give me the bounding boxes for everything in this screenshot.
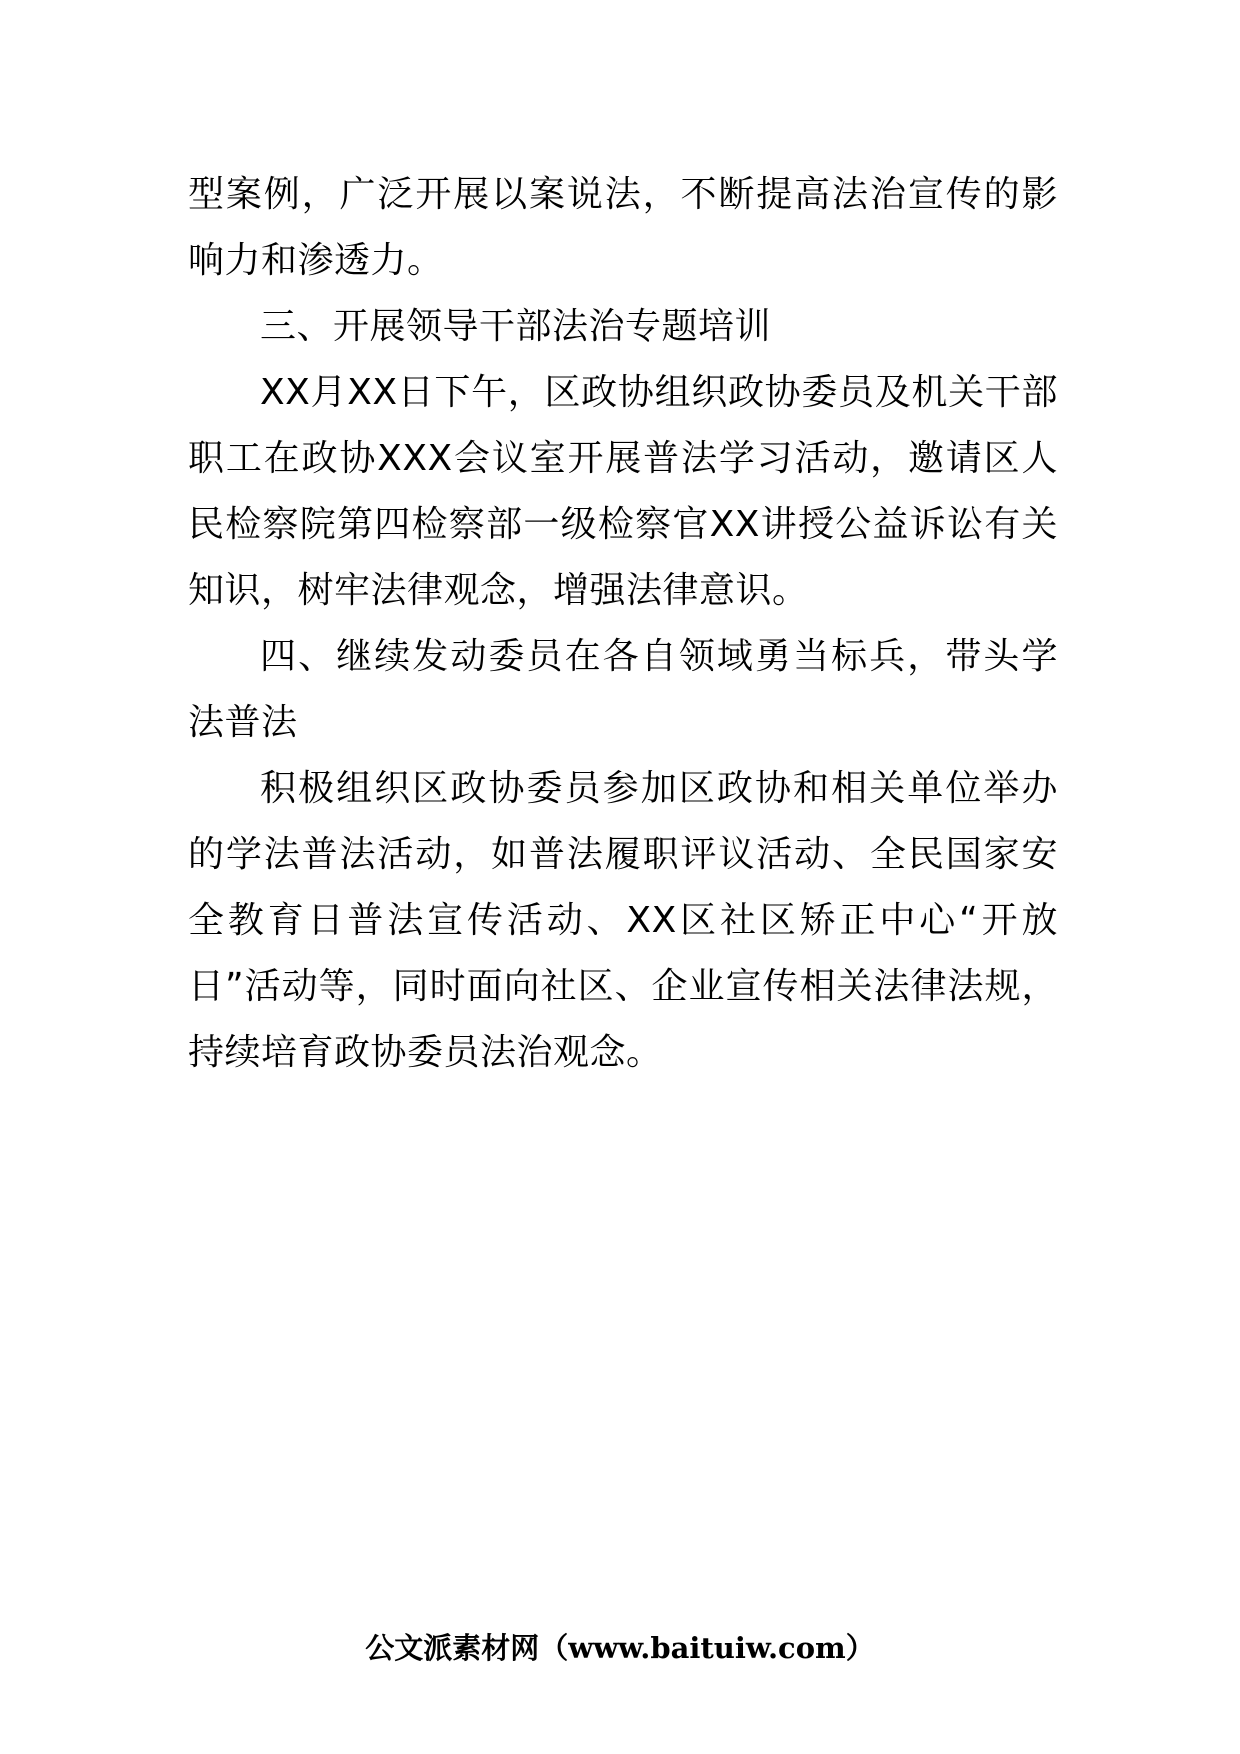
document-body: [188, 162, 1058, 1086]
paragraph-activities: 积极组织区政协委员参加区政协和相关单位举办的学法普法活动，如普法履职评议活动、全民国家安全教育日普法宣传活动、XX区社区矫正中心“开放日”活动等，同时面向社区、企业宣传相关法律法规，持续培育政协委员法治观念。: [188, 768, 1058, 1073]
section-heading-three: 三、开展领导干部法治专题培训: [260, 306, 772, 347]
section-heading-four: 四、继续发动委员在各自领域勇当标兵，带头学法普法: [188, 636, 1058, 743]
footer-watermark: 公文派素材网（www.baituiw.com）: [365, 1631, 875, 1665]
paragraph-case-continuation: 型案例，广泛开展以案说法，不断提高法治宣传的影响力和渗透力。: [188, 174, 1058, 281]
paragraph-training: XX月XX日下午，区政协组织政协委员及机关干部职工在政协XXX会议室开展普法学习活动，邀请区人民检察院第四检察部一级检察官XX讲授公益诉讼有关知识，树牢法律观念，增强法律意识。: [188, 372, 1058, 611]
